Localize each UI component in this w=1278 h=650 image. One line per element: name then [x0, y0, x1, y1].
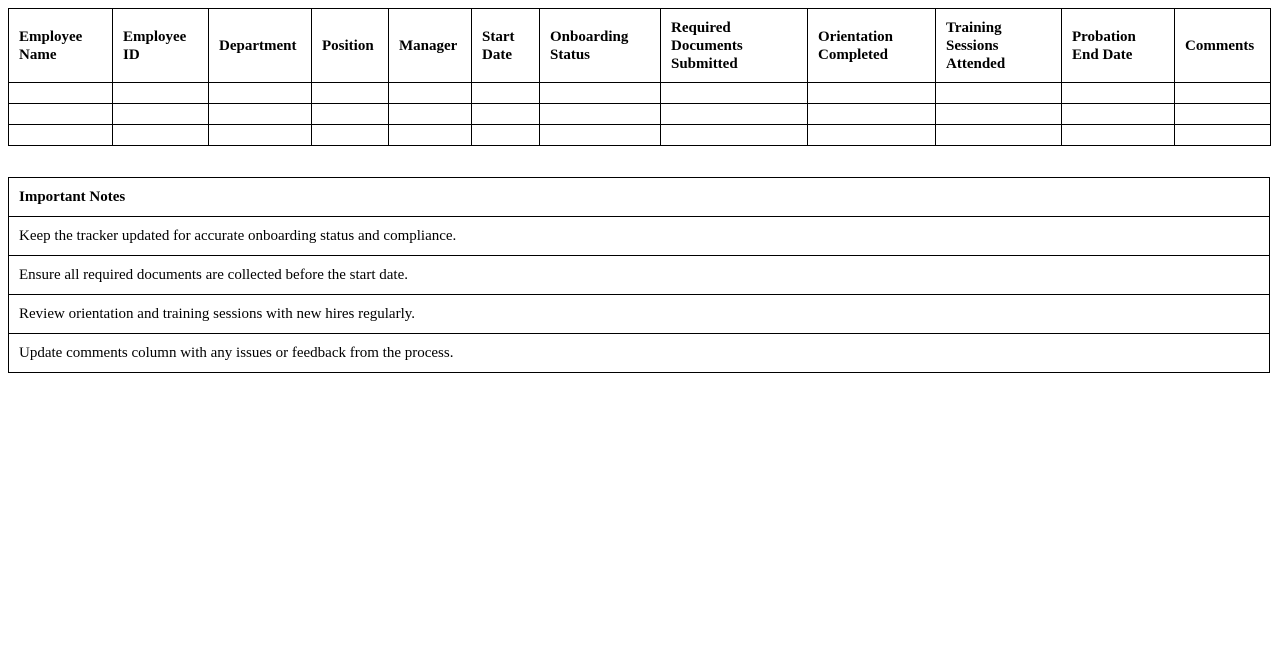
table-cell[interactable]: [9, 83, 113, 104]
notes-title: Important Notes: [9, 178, 1270, 217]
list-item: [9, 334, 1270, 373]
table-cell[interactable]: [661, 125, 808, 146]
table-cell[interactable]: [808, 125, 936, 146]
table-cell[interactable]: [389, 125, 472, 146]
list-item: [9, 256, 1270, 295]
notes-title-row: [9, 178, 1270, 217]
table-cell[interactable]: [661, 104, 808, 125]
table-cell[interactable]: [540, 104, 661, 125]
column-header-employee-name: Employee Name: [9, 9, 113, 83]
table-cell[interactable]: [209, 104, 312, 125]
table-cell[interactable]: [540, 83, 661, 104]
column-header-onboarding-status: Onboarding Status: [540, 9, 661, 83]
table-cell[interactable]: [1062, 125, 1175, 146]
important-notes-table: [8, 177, 1270, 373]
table-cell[interactable]: [936, 83, 1062, 104]
table-row: [9, 83, 1271, 104]
list-item: [9, 295, 1270, 334]
note-item: Ensure all required documents are collected before the start date.: [9, 256, 1270, 295]
table-cell[interactable]: [389, 104, 472, 125]
table-cell[interactable]: [472, 83, 540, 104]
table-cell[interactable]: [540, 125, 661, 146]
list-item: [9, 217, 1270, 256]
table-cell[interactable]: [936, 104, 1062, 125]
table-cell[interactable]: [1062, 104, 1175, 125]
column-header-comments: Comments: [1175, 9, 1271, 83]
note-item: Keep the tracker updated for accurate onboarding status and compliance.: [9, 217, 1270, 256]
table-cell[interactable]: [312, 125, 389, 146]
column-header-training-sessions: Training Sessions Attended: [936, 9, 1062, 83]
column-header-start-date: Start Date: [472, 9, 540, 83]
table-cell[interactable]: [113, 104, 209, 125]
column-header-position: Position: [312, 9, 389, 83]
column-header-manager: Manager: [389, 9, 472, 83]
table-cell[interactable]: [661, 83, 808, 104]
table-row: [9, 104, 1271, 125]
table-row: [9, 125, 1271, 146]
column-header-employee-id: Employee ID: [113, 9, 209, 83]
column-header-department: Department: [209, 9, 312, 83]
table-cell[interactable]: [1062, 83, 1175, 104]
table-cell[interactable]: [113, 83, 209, 104]
column-header-orientation-completed: Orientation Completed: [808, 9, 936, 83]
table-cell[interactable]: [113, 125, 209, 146]
note-item: Update comments column with any issues or feedback from the process.: [9, 334, 1270, 373]
table-cell[interactable]: [472, 104, 540, 125]
table-cell[interactable]: [312, 104, 389, 125]
onboarding-tracker-table: [8, 8, 1271, 146]
table-cell[interactable]: [389, 83, 472, 104]
note-item: Review orientation and training sessions with new hires regularly.: [9, 295, 1270, 334]
table-cell[interactable]: [1175, 125, 1271, 146]
table-cell[interactable]: [209, 83, 312, 104]
table-cell[interactable]: [1175, 83, 1271, 104]
table-cell[interactable]: [9, 125, 113, 146]
column-header-probation-end-date: Probation End Date: [1062, 9, 1175, 83]
table-cell[interactable]: [209, 125, 312, 146]
table-cell[interactable]: [312, 83, 389, 104]
table-cell[interactable]: [472, 125, 540, 146]
table-cell[interactable]: [936, 125, 1062, 146]
table-cell[interactable]: [808, 104, 936, 125]
table-cell[interactable]: [9, 104, 113, 125]
table-cell[interactable]: [1175, 104, 1271, 125]
table-cell[interactable]: [808, 83, 936, 104]
table-header-row: [9, 9, 1271, 83]
column-header-required-documents: Required Documents Submitted: [661, 9, 808, 83]
